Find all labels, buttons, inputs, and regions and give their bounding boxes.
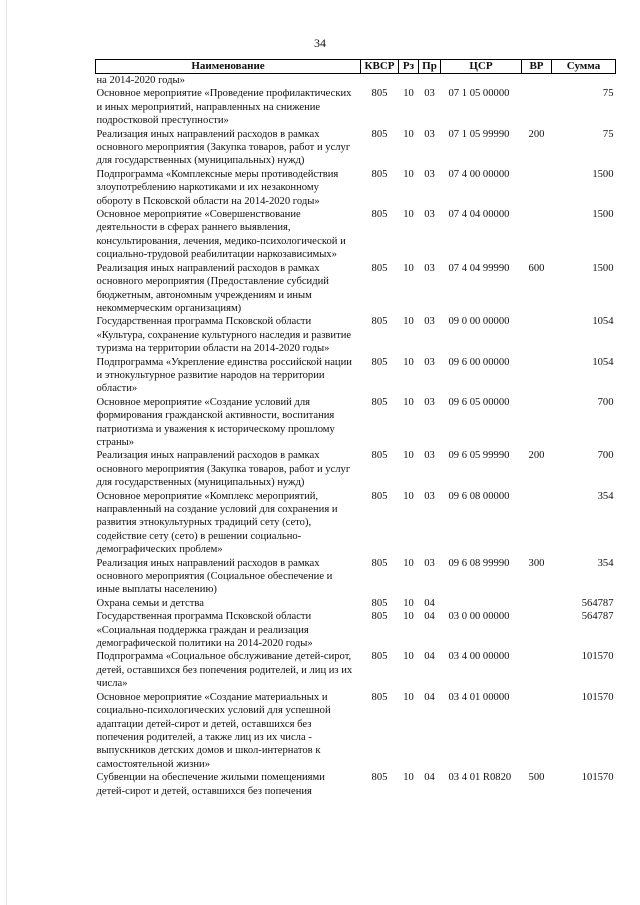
cell-name: Реализация иных направлений расходов в рамках основного мероприятия (Закупка товаров, работ и услуг для государственных (муниципальных) нужд) [96,128,351,167]
cell-pr: 04 [424,597,435,609]
cell-sum: 101570 [581,651,614,663]
cell-kvsr: 805 [371,168,388,180]
cell-csr: 03 4 00 00000 [448,651,510,663]
cell-sum: 75 [602,128,614,140]
cell-sum: 1054 [592,356,614,368]
cell-sum: 1500 [592,209,614,221]
cell-csr: 03 4 01 R0820 [448,772,512,784]
cell-vr: 600 [528,262,545,274]
cell-vr [522,168,552,208]
header-csr: ЦСР [441,60,522,74]
cell-rz: 10 [403,396,414,408]
cell-csr: 09 6 05 99990 [448,450,510,462]
page-number: 34 [314,36,326,50]
cell-sum: 1054 [592,316,614,328]
cell-vr: 200 [528,450,545,462]
cell-rz: 10 [403,557,414,569]
cell-pr: 04 [424,691,435,703]
cell-rz: 10 [403,168,414,180]
cell-sum [552,74,616,88]
cell-name: Подпрограмма «Укрепление единства российской нации и этнокультурное развитие народов на территории области» [96,356,352,395]
cell-kvsr: 805 [371,557,388,569]
cell-kvsr: 805 [371,597,388,609]
cell-sum: 1500 [592,262,614,274]
cell-pr: 03 [424,262,435,274]
cell-name: Охрана семьи и детства [96,597,204,609]
cell-rz [399,74,419,88]
cell-rz: 10 [403,450,414,462]
header-name: Наименование [96,60,361,74]
cell-pr: 03 [424,209,435,221]
table-row [96,168,616,208]
cell-vr [522,691,552,771]
header-vr: ВР [522,60,552,74]
cell-kvsr: 805 [371,262,388,274]
cell-name: Реализация иных направлений расходов в рамках основного мероприятия (Социальное обеспечение и иные выплаты населению) [96,557,333,596]
cell-vr [522,490,552,557]
scan-margin-line [6,0,7,905]
cell-csr: 07 4 04 00000 [448,209,510,221]
cell-pr: 03 [424,396,435,408]
cell-rz: 10 [403,316,414,328]
cell-name: Основное мероприятие «Комплекс мероприятий, направленный на создание условий для сохранения и развития этнокультурных традиций сету (сето), содействие сету (сето) в решении социально-демографических проблем» [96,490,338,556]
table-row [96,356,616,396]
table-header [96,60,616,74]
cell-sum: 564787 [581,611,614,623]
cell-sum: 354 [597,557,614,569]
cell-sum: 1500 [592,168,614,180]
cell-vr [522,74,552,88]
cell-rz: 10 [403,490,414,502]
cell-sum: 700 [597,396,614,408]
table-row [96,691,616,771]
cell-kvsr: 805 [371,490,388,502]
cell-csr: 09 6 05 00000 [448,396,510,408]
cell-rz: 10 [403,128,414,140]
table-row [96,650,616,690]
cell-vr [522,396,552,450]
cell-pr: 04 [424,611,435,623]
cell-name: на 2014-2020 годы» [96,75,185,86]
cell-sum: 700 [597,450,614,462]
cell-kvsr: 805 [371,88,388,100]
cell-csr [441,74,522,88]
cell-vr [522,597,552,610]
cell-sum: 101570 [581,691,614,703]
cell-pr: 03 [424,450,435,462]
cell-kvsr: 805 [371,356,388,368]
cell-csr: 07 1 05 00000 [448,88,510,100]
cell-vr: 500 [528,772,545,784]
cell-pr [419,74,441,88]
cell-sum: 75 [602,88,614,100]
cell-kvsr [361,74,399,88]
cell-rz: 10 [403,262,414,274]
header-row [96,60,616,74]
cell-pr: 03 [424,168,435,180]
table-row [96,557,616,597]
cell-kvsr: 805 [371,772,388,784]
cell-name: Основное мероприятие «Проведение профилактических и иных мероприятий, направленных на снижение подростковой преступности» [96,88,352,127]
cell-csr [441,597,522,610]
cell-rz: 10 [403,611,414,623]
cell-vr: 200 [528,128,545,140]
table-row [96,396,616,450]
table-row [96,262,616,316]
header-pr: Пр [419,60,441,74]
cell-csr: 09 6 08 99990 [448,557,510,569]
cell-rz: 10 [403,88,414,100]
table-row [96,128,616,168]
cell-pr: 04 [424,772,435,784]
cell-csr: 09 6 08 00000 [448,490,510,502]
table-row [96,449,616,489]
cell-sum: 354 [597,490,614,502]
cell-vr [522,650,552,690]
cell-name: Основное мероприятие «Совершенствование деятельности в сферах раннего выявления, консультирования, лечения, медико-психологической и социально-трудовой реабилитации наркозависимых» [96,209,346,261]
table-body [96,74,616,798]
table-row [96,208,616,262]
cell-pr: 03 [424,356,435,368]
cell-name: Основное мероприятие «Создание условий для формирования гражданской активности, воспитания патриотизма и уважения к историческому прошлому страны» [96,396,335,448]
cell-csr: 03 4 01 00000 [448,691,510,703]
header-rz: Рз [399,60,419,74]
cell-kvsr: 805 [371,209,388,221]
cell-pr: 04 [424,651,435,663]
budget-table [95,59,616,798]
table-row [96,74,616,88]
cell-name: Подпрограмма «Социальное обслуживание детей-сирот, детей, оставшихся без попечения родителей, и лиц из их числа» [96,651,353,690]
cell-name: Субвенции на обеспечение жилыми помещениями детей-сирот и детей, оставшихся без попечения [96,772,325,797]
cell-vr [522,610,552,650]
cell-rz: 10 [403,691,414,703]
header-sum: Сумма [552,60,616,74]
cell-name: Государственная программа Псковской области «Культура, сохранение культурного наследия и развитие туризма на территории области на 2014-2020 годы» [96,316,352,355]
cell-vr [522,87,552,127]
cell-vr [522,208,552,262]
cell-kvsr: 805 [371,450,388,462]
table-row [96,315,616,355]
cell-kvsr: 805 [371,691,388,703]
cell-pr: 03 [424,557,435,569]
cell-sum: 101570 [581,772,614,784]
cell-kvsr: 805 [371,651,388,663]
table-row [96,490,616,557]
cell-pr: 03 [424,128,435,140]
cell-csr: 07 4 00 00000 [448,168,510,180]
cell-csr: 09 6 00 00000 [448,356,510,368]
table-row [96,597,616,610]
cell-vr: 300 [528,557,545,569]
table-row [96,87,616,127]
cell-pr: 03 [424,316,435,328]
table-row [96,771,616,798]
cell-name: Государственная программа Псковской области «Социальная поддержка граждан и реализация демографической политики на 2014-2020 годы» [96,611,313,650]
cell-name: Основное мероприятие «Создание материальных и социально-психологических условий для успешной адаптации детей-сирот и детей, оставшихся без попечения родителей, а также лиц из их числа - выпускников детских домов и школ-интернатов к самостоятельной жизни» [96,691,331,770]
cell-rz: 10 [403,209,414,221]
cell-csr: 07 4 04 99990 [448,262,510,274]
cell-rz: 10 [403,772,414,784]
table-row [96,610,616,650]
cell-name: Подпрограмма «Комплексные меры противодействия злоупотреблению наркотиками и их незаконному обороту в Псковской области на 2014-2020 годы» [96,168,339,207]
cell-kvsr: 805 [371,396,388,408]
cell-csr: 03 0 00 00000 [448,611,510,623]
cell-pr: 03 [424,490,435,502]
cell-sum: 564787 [581,597,614,609]
cell-rz: 10 [403,651,414,663]
header-kvsr: КВСР [361,60,399,74]
cell-csr: 09 0 00 00000 [448,316,510,328]
cell-vr [522,315,552,355]
cell-kvsr: 805 [371,128,388,140]
cell-pr: 03 [424,88,435,100]
cell-rz: 10 [403,597,414,609]
cell-vr [522,356,552,396]
cell-name: Реализация иных направлений расходов в рамках основного мероприятия (Закупка товаров, работ и услуг для государственных (муниципальных) нужд) [96,450,351,489]
cell-name: Реализация иных направлений расходов в рамках основного мероприятия (Предоставление субсидий бюджетным, автономным учреждениям и иным некоммерческим организациям) [96,262,329,314]
cell-kvsr: 805 [371,316,388,328]
cell-csr: 07 1 05 99990 [448,128,510,140]
cell-kvsr: 805 [371,611,388,623]
cell-rz: 10 [403,356,414,368]
